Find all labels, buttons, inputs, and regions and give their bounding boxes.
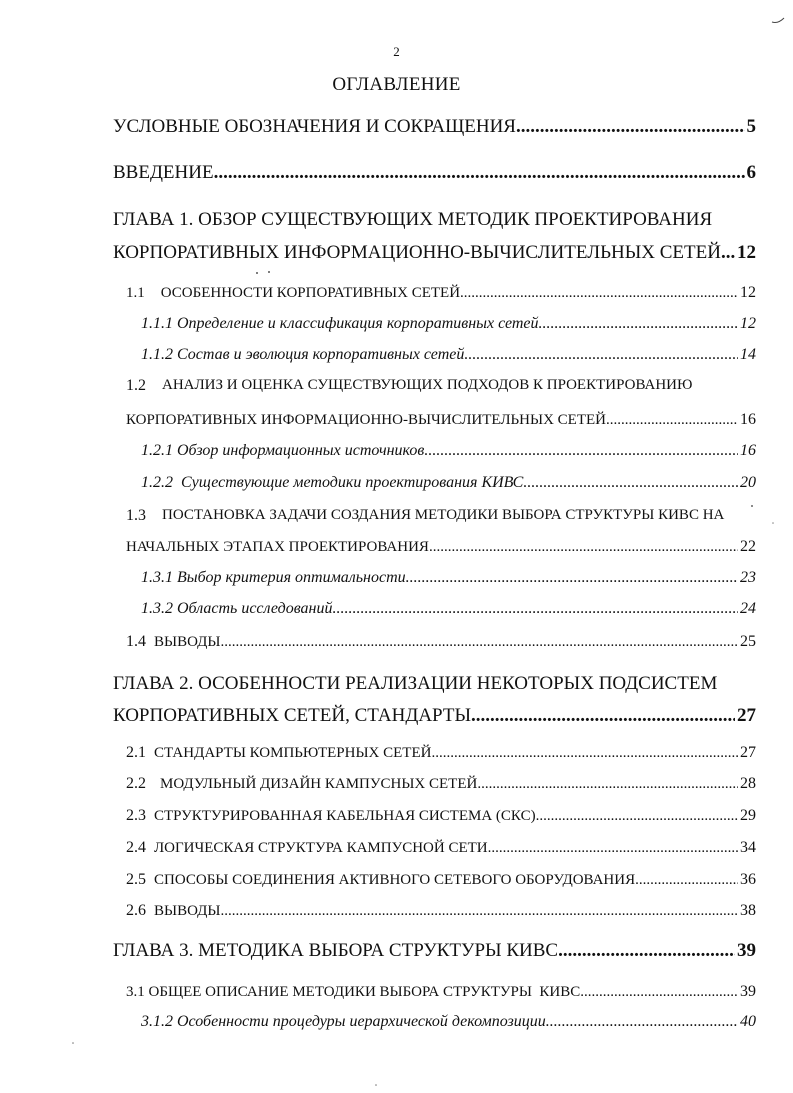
toc-entry-label: 3.1 ОБЩЕЕ ОПИСАНИЕ МЕТОДИКИ ВЫБОРА СТРУКТУРЫ КИВС — [126, 984, 581, 1000]
toc-dot-leader — [332, 601, 738, 617]
toc-entry-section-2-6 — [126, 903, 756, 919]
toc-entry-label: ОСОБЕННОСТИ КОРПОРАТИВНЫХ СЕТЕЙ — [160, 285, 461, 301]
toc-page-ref: 20 — [740, 474, 756, 491]
toc-dot-leader — [539, 316, 738, 332]
toc-page-ref: 34 — [740, 839, 756, 856]
toc-entry-subsection-1-1-2 — [141, 347, 756, 363]
toc-entry-chapter-1 — [113, 243, 756, 262]
toc-entry-label: ВЫВОДЫ — [154, 903, 221, 919]
toc-section-number: 2.4 — [126, 839, 146, 856]
toc-dot-leader — [221, 635, 739, 650]
toc-entry-introduction — [113, 163, 756, 182]
toc-entry-section-1-2 — [126, 412, 756, 428]
toc-dot-leader — [406, 570, 738, 586]
scan-speck-1 — [255, 270, 275, 276]
toc-page-ref: 29 — [740, 807, 756, 824]
toc-dot-leader — [580, 985, 738, 1000]
toc-page-ref: 12 — [737, 242, 756, 263]
toc-entry-label: СТАНДАРТЫ КОМПЬЮТЕРНЫХ СЕТЕЙ — [154, 745, 432, 761]
toc-entry-label: ВЫВОДЫ — [154, 634, 221, 650]
toc-entry-section-2-2 — [126, 776, 756, 792]
toc-dot-leader — [558, 941, 735, 960]
toc-page-ref: 39 — [740, 983, 756, 1000]
toc-page-ref: 16 — [740, 411, 756, 428]
toc-page-ref: 22 — [740, 538, 756, 555]
toc-dot-leader — [546, 1014, 738, 1030]
toc-entry-label: 3.1.2 Особенности процедуры иерархической декомпозиции — [141, 1013, 546, 1030]
toc-page-ref: 38 — [740, 902, 756, 919]
toc-page-ref: 16 — [740, 442, 756, 459]
toc-page-ref: 36 — [740, 871, 756, 888]
toc-dot-leader — [214, 163, 745, 182]
toc-dot-leader — [536, 809, 738, 824]
toc-entry-section-1-3 — [126, 539, 756, 555]
toc-entry-section-3-1 — [126, 984, 756, 1000]
toc-entry-label: СПОСОБЫ СОЕДИНЕНИЯ АКТИВНОГО СЕТЕВОГО ОБОРУДОВАНИЯ — [154, 872, 636, 888]
toc-page-ref: 40 — [740, 1013, 756, 1030]
scan-speck-2 — [749, 503, 755, 509]
toc-entry-label: ЛОГИЧЕСКАЯ СТРУКТУРА КАМПУСНОЙ СЕТИ — [154, 840, 488, 856]
toc-entry-section-2-1 — [126, 745, 756, 761]
toc-entry-label: 1.2.1 Обзор информационных источников — [141, 442, 425, 459]
toc-entry-label: КОРПОРАТИВНЫХ СЕТЕЙ, СТАНДАРТЫ — [113, 705, 472, 726]
toc-dot-leader — [464, 347, 738, 363]
toc-dot-leader — [721, 243, 735, 262]
toc-entry-section-2-4 — [126, 840, 756, 856]
toc-chapter-1-title-line1: ГЛАВА 1. ОБЗОР СУЩЕСТВУЮЩИХ МЕТОДИК ПРОЕКТИРОВАНИЯ — [113, 209, 713, 230]
toc-dot-leader — [431, 746, 738, 761]
toc-dot-leader — [516, 117, 745, 136]
toc-page-ref: 23 — [740, 569, 756, 586]
toc-dot-leader — [606, 413, 738, 428]
toc-entry-abbreviations — [113, 117, 756, 136]
toc-entry-label: НАЧАЛЬНЫХ ЭТАПАХ ПРОЕКТИРОВАНИЯ — [126, 539, 429, 555]
toc-entry-label: 1.1.2 Состав и эволюция корпоративных сетей — [141, 346, 465, 363]
toc-section-number: 2.3 — [126, 807, 146, 824]
toc-entry-section-1-4 — [126, 634, 756, 650]
toc-page-ref: 28 — [740, 775, 756, 792]
toc-section-1-2-title-line1 — [126, 378, 692, 394]
toc-entry-label: МОДУЛЬНЫЙ ДИЗАЙН КАМПУСНЫХ СЕТЕЙ — [160, 776, 478, 792]
toc-section-number: 1.3 — [126, 507, 146, 524]
page-title: ОГЛАВЛЕНИЕ — [332, 74, 461, 95]
toc-section-number: 2.5 — [126, 871, 146, 888]
toc-section-number: 1.1 — [126, 285, 145, 301]
toc-entry-subsection-1-1-1 — [141, 316, 756, 332]
toc-entry-subsection-1-2-1 — [141, 443, 756, 459]
toc-entry-subsection-3-1-2 — [141, 1014, 756, 1030]
toc-entry-label: ГЛАВА 3. МЕТОДИКА ВЫБОРА СТРУКТУРЫ КИВС — [113, 940, 559, 961]
toc-page-ref: 27 — [740, 744, 756, 761]
toc-entry-chapter-3 — [113, 941, 756, 960]
scan-speck-4 — [70, 1040, 76, 1046]
toc-entry-label: КОРПОРАТИВНЫХ ИНФОРМАЦИОННО-ВЫЧИСЛИТЕЛЬНЫХ СЕТЕЙ — [126, 412, 606, 428]
toc-section-number: 2.1 — [126, 744, 146, 761]
toc-entry-label: 1.2.2 Существующие методики проектирования КИВС — [141, 474, 524, 491]
toc-page-ref: 39 — [737, 940, 756, 961]
scan-speck-3 — [770, 520, 776, 526]
toc-entry-label: КОРПОРАТИВНЫХ ИНФОРМАЦИОННО-ВЫЧИСЛИТЕЛЬНЫХ СЕТЕЙ — [113, 242, 721, 263]
toc-dot-leader — [523, 475, 738, 491]
toc-entry-section-2-3 — [126, 808, 756, 824]
toc-page-ref: 12 — [740, 284, 756, 301]
toc-dot-leader — [477, 777, 738, 792]
toc-dot-leader — [488, 841, 738, 856]
toc-entry-label: 1.3.2 Область исследований — [141, 600, 333, 617]
toc-page-ref: 24 — [740, 600, 756, 617]
toc-dot-leader — [429, 540, 738, 555]
toc-entry-subsection-1-3-1 — [141, 570, 756, 586]
scan-mark-corner — [770, 10, 788, 26]
toc-entry-label: 1.1.1 Определение и классификация корпоративных сетей — [141, 315, 539, 332]
toc-page-ref: 5 — [746, 116, 756, 137]
page-number: 2 — [393, 44, 400, 59]
toc-section-number: 1.4 — [126, 633, 146, 650]
toc-entry-section-2-5 — [126, 872, 756, 888]
toc-entry-subsection-1-2-2 — [141, 475, 756, 491]
toc-page-ref: 12 — [740, 315, 756, 332]
toc-section-number: 2.2 — [126, 775, 146, 792]
toc-entry-label: СТРУКТУРИРОВАННАЯ КАБЕЛЬНАЯ СИСТЕМА (СКС) — [154, 808, 536, 824]
toc-dot-leader — [424, 443, 738, 459]
toc-dot-leader — [221, 904, 739, 919]
toc-dot-leader — [635, 873, 738, 888]
toc-chapter-2-title-line1: ГЛАВА 2. ОСОБЕННОСТИ РЕАЛИЗАЦИИ НЕКОТОРЫХ ПОДСИСТЕМ — [113, 673, 718, 694]
toc-entry-subsection-1-3-2 — [141, 601, 756, 617]
toc-dot-leader — [460, 286, 738, 301]
toc-entry-label: 1.3.1 Выбор критерия оптимальности — [141, 569, 406, 586]
toc-section-1-3-title-line1 — [126, 508, 724, 524]
toc-page-ref: 14 — [740, 346, 756, 363]
toc-page-ref: 25 — [740, 633, 756, 650]
toc-entry-label: ВВЕДЕНИЕ — [113, 162, 214, 183]
toc-entry-section-1-1 — [126, 285, 756, 301]
toc-entry-label-line1: АНАЛИЗ И ОЦЕНКА СУЩЕСТВУЮЩИХ ПОДХОДОВ К ПРОЕКТИРОВАНИЮ — [162, 377, 693, 393]
toc-entry-label-line1: ПОСТАНОВКА ЗАДАЧИ СОЗДАНИЯ МЕТОДИКИ ВЫБОРА СТРУКТУРЫ КИВС НА — [162, 507, 725, 523]
toc-entry-chapter-2 — [113, 706, 756, 725]
toc-page-ref: 6 — [746, 162, 756, 183]
toc-section-number: 2.6 — [126, 902, 146, 919]
toc-dot-leader — [471, 706, 735, 725]
scan-speck-5 — [373, 1082, 379, 1088]
toc-entry-label: УСЛОВНЫЕ ОБОЗНАЧЕНИЯ И СОКРАЩЕНИЯ — [113, 116, 516, 137]
toc-section-number: 1.2 — [126, 377, 146, 394]
toc-page-ref: 27 — [737, 705, 756, 726]
